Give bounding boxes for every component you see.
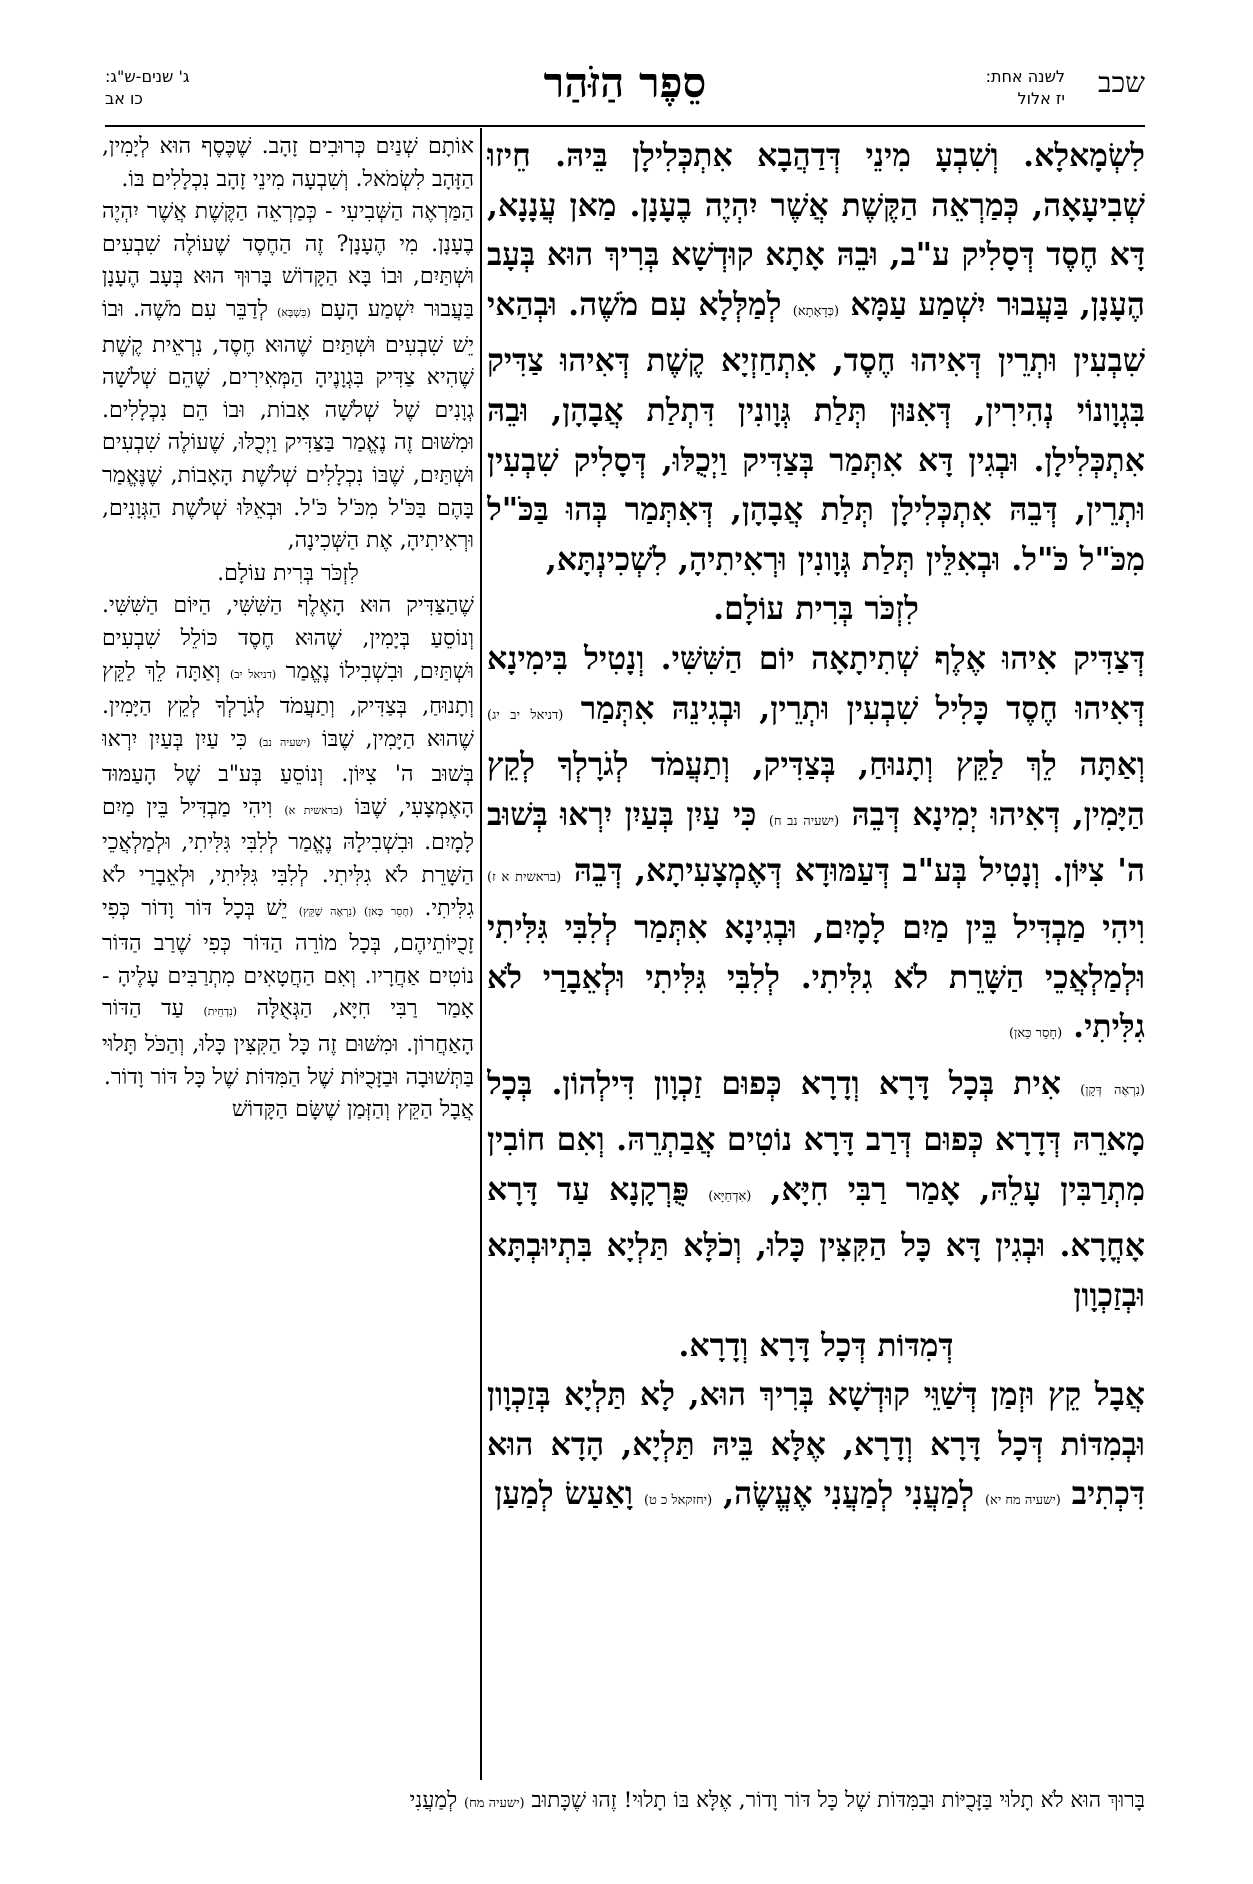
paragraph-text: וְאַתָּה לֵךְ לַקֵּץ וְתָנוּחַ, בְּצַדִּיק, וְתַעֲמֹד לְגֹרָלְךָ לְקֵץ הַיָּמִין, דְּאִיהוּ יְמִינָא דְּבֵהּ bbox=[487, 746, 1145, 833]
source-reference: (נִרְאֶה דְּקָן) bbox=[1080, 1082, 1145, 1098]
paragraph-text: כִּי עַיִן בְּעַיִן יִרְאוּ בְּשׁוּב ה' צִיּוֹן. וְנוֹסֵעַ בְּע"ב שֶׁל הָעַמּוּד הָאֶמְצָעִי, שֶׁבּוֹ bbox=[102, 726, 474, 820]
source-reference: (חָסֵר כָּאן) (נִרְאֶה שֶׁקֵּץ) bbox=[298, 904, 414, 918]
translation-paragraph bbox=[102, 196, 474, 558]
paragraph-text: וְאַתָּה לֵךְ לַקֵּץ וְתָנוּחַ, בְּצַדִּיק, וְתַעֲמֹד לְגֹרָלְךָ לְקֵץ הַיָּמִין. שֶׁהוּא הַיָּמִין, שֶׁבּוֹ bbox=[102, 658, 474, 752]
source-reference: (יחזקאל כ ט) bbox=[643, 1493, 713, 1509]
three-year-schedule-label bbox=[105, 66, 225, 110]
paragraph-closing-line: לִזְכֹּר בְּרִית עוֹלָם. bbox=[217, 560, 359, 586]
paragraph-closing-line: דְּמִדּוֹת דְּכָל דָּרָא וְדָרָא. bbox=[678, 1326, 954, 1364]
translation-paragraph: אוֹתָם שְׁנַיִם כְּרוּבִים זָהָב. שֶׁכֶּסֶף הוּא לְיָמִין, הַזָּהָב לִשְׂמֹאל. וְשִׁבְעָה מִינֵי זָהָב נִכְלָלִים בּוֹ. bbox=[102, 134, 474, 192]
zohar-paragraph bbox=[487, 634, 1145, 1059]
paragraph-text: וִיהִי מַבְדִּיל בֵּין מַיִם לָמָיִם, וּבְגִינָא אִתְּמַר לְלִבִּי גִּלִּיתִי וּלְמַלְאֲכֵי הַשָּׁרֵת לֹא גִלִּיתִי. לְלִבִּי גִּלִּיתִי וּלְאֵבָרַי לֹא גִלִּיתִי. bbox=[487, 908, 1145, 1046]
translation-continuation-line bbox=[105, 1784, 1145, 1818]
source-reference: (ישעיה מח) bbox=[464, 1796, 525, 1811]
paragraph-text: וָאַעַשׂ לְמַעַן bbox=[494, 1475, 633, 1513]
column-divider bbox=[480, 128, 482, 1780]
source-reference: (כִּשְׁבָּא) bbox=[277, 305, 311, 319]
source-reference: (ישעיה מח יא) bbox=[984, 1493, 1061, 1509]
page-number: שכב bbox=[1097, 66, 1145, 99]
source-reference: (נִדְחֵית) bbox=[203, 1005, 238, 1019]
paragraph-text: לִשְׂמָאלָא. וְשִׁבְעָ מִינֵי דְּדַהֲבָא אִתְכְּלִילָן בֵּיהּ. חֵיזוּ שְׁבִיעָאָה, כְּמַרְאֵה הַקֶּשֶׁת אֲשֶׁר יִהְיֶה בֶעָנָן. מַאן עֲנָנָא, דָּא חֶסֶד דְּסָלִיק ע"ב, וּבֵהּ אָתָא קוּדְשָׁא בְּרִיךְ הוּא בְּעָב הֶעָנָן, בַּעֲבוּר יִשְׁמַע עַמָּא bbox=[487, 137, 1145, 323]
zohar-aramaic-column bbox=[487, 131, 1145, 1781]
source-reference: (כְּדָאָתָא) bbox=[792, 303, 840, 319]
source-reference: (ישעיה נב) bbox=[258, 735, 311, 749]
source-reference: (בראשית א) bbox=[284, 803, 343, 817]
paragraph-text: לְדַבֵּר עִם מֹשֶׁה. וּבוֹ יֵשׁ שִׁבְעִים וּשְׁתַּיִם שֶׁהוּא חֶסֶד, נִרְאֵית קֶשֶׁת שֶׁהִיא צַדִּיק בִּגְוָנֶיהָ הַמְּאִירִים, שֶׁהֵם שְׁלֹשָׁה גְוָנִים שֶׁל שְׁלֹשָׁה אָבוֹת, וּבוֹ הֵם נִכְלָלִים. וּמִשּׁוּם זֶה נֶאֱמַר בַּצַּדִּיק וַיְכֻלּוּ, שֶׁעוֹלֶה שִׁבְעִים וּשְׁתַּיִם, שֶׁבּוֹ נִכְלָלִים שְׁלֹשֶׁת הָאָבוֹת, שֶׁנֶּאֱמַר בָּהֶם בַּכֹּ'ל מִכֹּ'ל כֹּ'ל. וּבְאֵלּוּ שְׁלֹשֶׁת הַגְּוָנִים, וּרְאִיתִיהָ, אֶת הַשְּׁכִינָה, bbox=[102, 296, 474, 554]
paragraph-text: יֵשׁ בְּכָל דּוֹר וָדוֹר כְּפִי זָכֻיּוֹתֵיהֶם, בְּכָל מוֹרֵה הַדּוֹר כְּפִי שֶׁרַב הַדּוֹר נוֹטִים אַחֲרָיו. וְאִם הַחֲטָאִים מִתְרַבִּים עָלֶיהָ - אָמַר רַבִּי חִיָּא, הַגְּאֻלָּה bbox=[102, 895, 474, 1022]
paragraph-text: כִּי עַיִן בְּעַיִן יִרְאוּ בְּשׁוּב ה' צִיּוֹן. וְנָטִיל בְּע"ב דְּעַמּוּדָא דְּאֶמְצָעִיתָא, דְּבֵהּ bbox=[487, 795, 1145, 890]
paragraph-text: הַמַּרְאֶה הַשְּׁבִיעִי - כְּמַרְאֵה הַקֶּשֶׁת אֲשֶׁר יִהְיֶה בֶעָנָן. מִי הֶעָנָן? זֶה הַחֶסֶד שֶׁעוֹלֶה שִׁבְעִים וּשְׁתַּיִם, וּבוֹ בָּא הַקָּדוֹשׁ בָּרוּךְ הוּא בְּעָב הֶעָנָן בַּעֲבוּר יִשְׁמַע הָעָם bbox=[102, 199, 474, 322]
paragraph-text: אֲבָל קֵץ וּזְמַן דְּשַׁוֵּי קוּדְשָׁא בְּרִיךְ הוּא, לָא תַּלְיָא בְּזַכְוָון וּבְמִדּוֹת דְּכָל דָּרָא וְדָרָא, אֶלָּא בֵּיהּ תַּלְיָא, הָדָא הוּא דִּכְתִיב bbox=[487, 1376, 1145, 1513]
schedule-label-line1: ג' שנים-ש"ג: bbox=[105, 67, 190, 86]
zohar-paragraph bbox=[487, 1059, 1145, 1321]
hebrew-translation-column bbox=[102, 131, 474, 1781]
translation-paragraph bbox=[102, 590, 474, 1094]
paragraph-text: דְּצַדִּיק אִיהוּ אֶלֶף שְׁתִיתָאָה יוֹם הַשִּׁשִּׁי. וְנָטִיל בִּימִינָא דְּאִיהוּ חֶסֶד כָּלִיל שִׁבְעִין וּתְרֵין, וּבְגִינֵהּ אִתְּמַר bbox=[487, 639, 1145, 727]
header-divider bbox=[105, 125, 1145, 127]
schedule-label-line2: כו אב bbox=[105, 89, 143, 108]
paragraph-text: וִיהִי מַבְדִּיל בֵּין מַיִם לָמָיִם. וּבִשְׁבִילָהּ נֶאֱמַר לְלִבִּי גִּלִּיתִי, וּלְמַלְאֲכֵי הַשָּׁרֵת לֹא גִלִּיתִי. לְלִבִּי גִּלִּיתִי, וּלְאֵבָרַי לֹא גִלִּיתִי. bbox=[102, 794, 474, 921]
schedule-label-line2: יז אלול bbox=[1017, 89, 1065, 108]
page-header bbox=[105, 58, 1145, 126]
zohar-paragraph bbox=[487, 1370, 1145, 1526]
paragraph-closing-line: לִזְכֹּר בְּרִית עוֹלָם. bbox=[713, 590, 919, 628]
paragraph-text: שֶׁהַצַּדִּיק הוּא הָאֶלֶף הַשִּׁשִּׁי, הַיּוֹם הַשִּׁשִּׁי. וְנוֹסֵעַ בְּיָמִין, שֶׁהוּא חֶסֶד כּוֹלֵל שִׁבְעִים וּשְׁתַּיִם, וּבִשְׁבִילוֹ נֶאֱמַר bbox=[102, 593, 474, 684]
zohar-paragraph bbox=[487, 131, 1145, 584]
paragraph-text: לְמַלְּלָא עִם מֹשֶׁה. וּבְהַאי שִׁבְעִין וּתְרֵין דְּאִיהוּ חֶסֶד, אִתְחַזְיָא קֶשֶׁת דְּאִיהוּ צַדִּיק בִּגְוָונוֹי נְהִירִין, דְּאִנּוּן תְּלַת גְּוָונִין דִּתְלַת אֲבָהָן, וּבֵהּ אִתְכְּלִילָן. וּבְגִין דָּא אִתְּמַר בְּצַדִּיק וַיְכֻלּוּ, דְּסָלִיק שִׁבְעִין וּתְרֵין, דְּבֵהּ אִתְכְּלִילָן תְּלַת אֲבָהָן, דְּאִתְּמַר בְּהוּ בַּכֹּ"ל מִכֹּ"ל כֹּ"ל. וּבְאִלֵּין תְּלַת גְּוָונִין וּרְאִיתִיהָ, לִשְׁכִינְתָּא, bbox=[487, 285, 1145, 578]
source-reference: (בראשית א ז) bbox=[487, 870, 562, 886]
continuation-text: בָּרוּךְ הוּא לֹא תָלוּי בַּזָּכֻיּוֹת וּבַמִּדּוֹת שֶׁל כָּל דּוֹר וָדוֹר, אֶלָּא בּוֹ תָלוּי! זֶהוּ שֶׁכָּתוּב bbox=[531, 1788, 1145, 1813]
continuation-text: לְמַעֲנִי bbox=[409, 1788, 458, 1813]
schedule-label-line1: לשנה אחת: bbox=[985, 67, 1065, 86]
source-reference: (אִדְחַיָּא) bbox=[708, 1188, 752, 1204]
source-reference: (דניאל יב יג) bbox=[487, 707, 564, 723]
book-title: סֵפֶר הַזֹּהַר bbox=[543, 58, 707, 107]
paragraph-text: אִית בְּכָל דָּרָא וְדָרָא כְּפוּם זַכְוָון דִּילְהוֹן. בְּכָל מָארֵהּ דְּדָרָא כְּפוּם דְּרַב דָּרָא נוֹטִים אֲבַתְרֵהּ. וְאִם חוֹבִין מִתְרַבִּין עָלֵהּ, אָמַר רַבִּי חִיָּא, bbox=[487, 1064, 1145, 1208]
source-reference: (חָסֵר כַּאן) bbox=[1008, 1026, 1063, 1042]
source-reference: (דניאל יב) bbox=[229, 667, 277, 681]
paragraph-text: פֻּרְקָנָא עַד דָּרָא אָחֳרָא. וּבְגִין דָּא כָּל הַקִּצִּין כָּלוּ, וְכֹלָּא תַּלְיָא בִּתְיוּבְתָּא וּבְזַכְוָון bbox=[487, 1170, 1145, 1315]
paragraph-text: לְמַעֲנִי לְמַעֲנִי אֶעֱשֶׂה, bbox=[723, 1475, 974, 1513]
source-reference: (ישעיה נב ח) bbox=[768, 813, 840, 829]
paragraph-text: עַד הַדּוֹר הָאַחֲרוֹן. וּמִשּׁוּם זֶה כָּל הַקִּצִּין כָּלוּ, וְהַכֹּל תָּלוּי בַּתְּשׁוּבָה וּבַזָּכֻיּוֹת שֶׁל הַמִּדּוֹת שֶׁל כָּל דּוֹר וָדוֹר. bbox=[102, 996, 474, 1090]
translation-paragraph: אֲבָל הַקֵּץ וְהַזְּמַן שֶׁשָּׂם הַקָּדוֹשׁ bbox=[231, 1097, 474, 1123]
